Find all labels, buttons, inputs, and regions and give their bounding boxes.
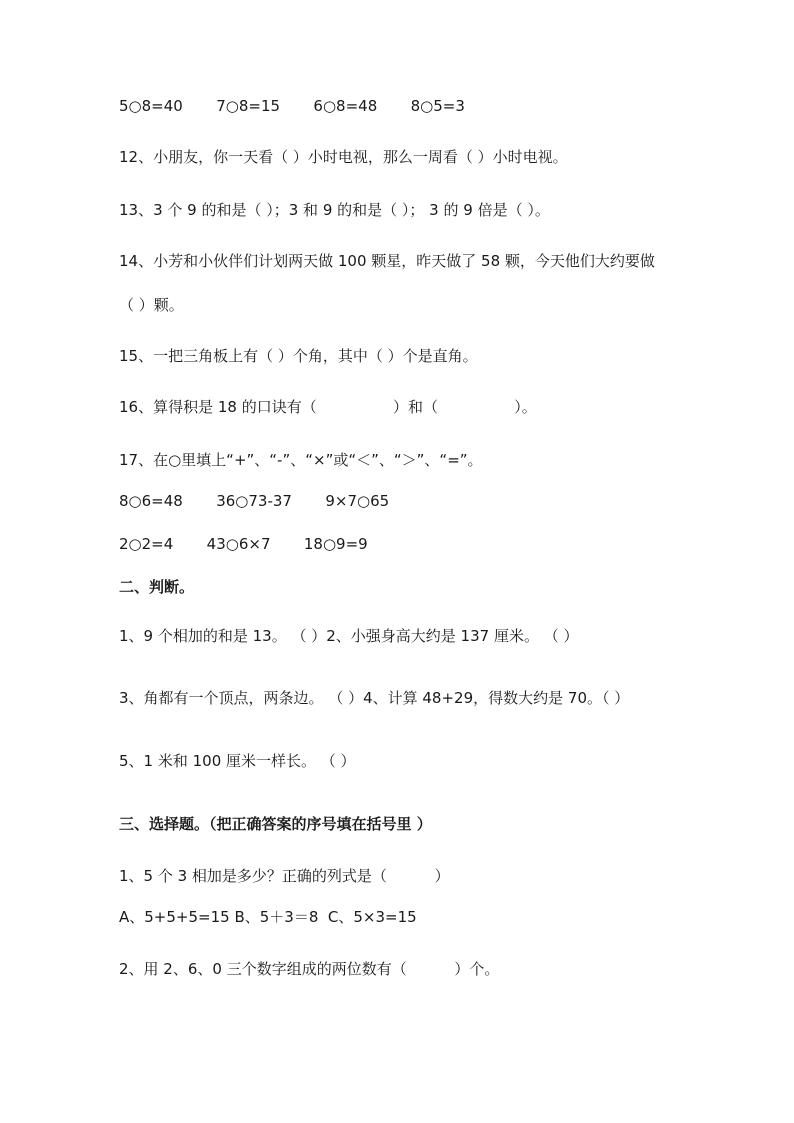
section-2-heading: 二、判断。 [119, 578, 195, 596]
judgement-3-4: 3、角都有一个顶点，两条边。 （ ）4、计算 48+29，得数大约是 70。（ ） [119, 689, 630, 707]
equation-row-2: 8○6=48 36○73-37 9×7○65 [119, 492, 390, 510]
question-14-line-1: 14、小芳和小伙伴们计划两天做 100 颗星，昨天做了 58 颗，今天他们大约要做 [119, 252, 655, 270]
choice-1-options: A、5+5+5=15 B、5＋3＝8 C、5×3=15 [119, 908, 417, 926]
question-13: 13、3 个 9 的和是（ ）；3 和 9 的和是（ ）； 3 的 9 倍是（ ）。 [119, 201, 550, 219]
question-14-line-2: （ ）颗。 [119, 296, 184, 314]
question-15: 15、一把三角板上有（ ）个角，其中（ ）个是直角。 [119, 347, 478, 365]
question-17: 17、在○里填上“+”、“-”、“×”或“＜”、“＞”、“=”。 [119, 451, 483, 469]
choice-2: 2、用 2、6、0 三个数字组成的两位数有（ ）个。 [119, 960, 500, 978]
question-12: 12、小朋友，你一天看（ ）小时电视，那么一周看（ ）小时电视。 [119, 148, 568, 166]
equation-row-3: 2○2=4 43○6×7 18○9=9 [119, 535, 368, 553]
question-16: 16、算得积是 18 的口诀有（ ）和（ ）。 [119, 398, 537, 416]
choice-1: 1、5 个 3 相加是多少？正确的列式是（ ） [119, 867, 450, 885]
section-3-heading: 三、选择题。（把正确答案的序号填在括号里 ） [119, 815, 432, 833]
equation-row-1: 5○8=40 7○8=15 6○8=48 8○5=3 [119, 97, 465, 115]
judgement-5: 5、1 米和 100 厘米一样长。 （ ） [119, 752, 356, 770]
judgement-1-2: 1、9 个相加的和是 13。 （ ）2、小强身高大约是 137 厘米。 （ ） [119, 627, 579, 645]
